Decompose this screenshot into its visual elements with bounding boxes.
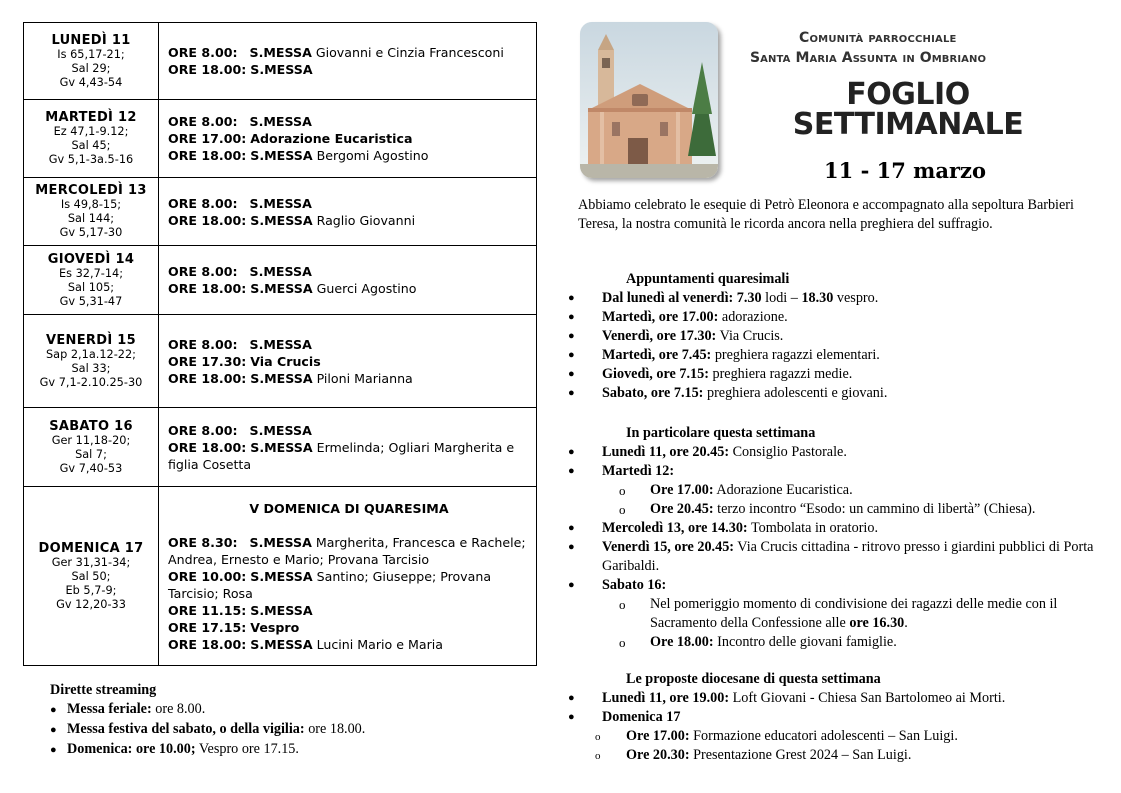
streaming-item [50, 720, 530, 740]
schedule-row [24, 315, 537, 408]
scripture-reference: Ez 47,1-9.12; [53, 125, 129, 138]
mass-time: ORE 17.30: [168, 353, 247, 369]
mass-time: ORE 8.00: [168, 422, 238, 438]
day-name: GIOVEDÌ 14 [47, 251, 135, 267]
mass-time: ORE 10.00: [168, 568, 247, 584]
bulletin-title-line-1: FOGLIO [846, 77, 970, 112]
bullet-icon: ● [568, 465, 575, 477]
sub-bullet-icon: o [595, 750, 601, 762]
funeral-notice: Abbiamo celebrato le esequie di Petrò Eleonora e accompagnato alla sepoltura Barbieri Teresa, la nostra comunità le ricorda ancora nella preghiera del suffragio. [578, 197, 1074, 232]
day-name: LUNEDÌ 11 [51, 32, 131, 48]
schedule-mass-cell [159, 487, 537, 666]
list-item-text: Giovedì, ore 7.15: preghiera ragazzi medie. [602, 366, 853, 382]
bullet-icon: ● [568, 387, 575, 399]
scripture-reference: Gv 7,40-53 [59, 461, 123, 475]
mass-line [168, 534, 530, 568]
this-week-section [566, 424, 1101, 652]
bullet-icon: ● [568, 330, 575, 342]
mass-label: S.MESSA [249, 264, 312, 279]
this-week-title: In particolare questa settimana [626, 425, 816, 441]
list-item-text: Domenica 17 [602, 709, 681, 725]
mass-line [168, 212, 530, 229]
church-photo [580, 22, 718, 178]
schedule-day-cell [24, 178, 159, 246]
list-item [566, 346, 1101, 365]
scripture-reference: Sal 33; [71, 361, 111, 375]
mass-intention: Margherita, Francesca e Rachele; Andrea, Ernesto e Mario; Provana Tarcisio [168, 534, 526, 567]
mass-intention: Raglio Giovanni [316, 212, 416, 228]
schedule-row [24, 246, 537, 315]
list-item [566, 708, 1101, 727]
streaming-item-label: Messa festiva del sabato, o della vigilia: [67, 721, 305, 737]
lent-appointments-title: Appuntamenti quaresimali [626, 271, 790, 287]
scripture-reference: Es 32,7-14; [58, 266, 124, 280]
scripture-reference: Is 49,8-15; [60, 198, 122, 211]
bullet-icon: ● [568, 541, 575, 553]
parish-line-2: Santa Maria Assunta in Ombriano [750, 50, 987, 66]
scripture-reference: Ger 31,31-34; [51, 555, 131, 569]
mass-label: S.MESSA [250, 212, 313, 228]
mass-time: ORE 11.15: [168, 602, 247, 618]
bullet-icon: ● [568, 368, 575, 380]
streaming-item-time: ore 8.00. [151, 701, 206, 717]
scripture-reference: Sal 144; [67, 212, 115, 225]
mass-time: ORE 8.00: [168, 336, 238, 352]
list-item-text: Lunedì 11, ore 19.00: Loft Giovani - Chiesa San Bartolomeo ai Morti. [602, 690, 1006, 706]
list-item [566, 462, 1101, 481]
mass-intention: Bergomi Agostino [316, 148, 429, 163]
sub-list-item [566, 595, 1101, 633]
mass-intention: Lucini Mario e Maria [316, 636, 443, 652]
church-image [580, 22, 718, 178]
mass-time: ORE 17.15: [168, 619, 247, 635]
schedule-day-cell [24, 23, 159, 100]
mass-time: ORE 18.00: [168, 62, 247, 77]
list-item-text: Martedì, ore 7.45: preghiera ragazzi elementari. [602, 347, 880, 363]
streaming-item-label: Messa feriale: [67, 701, 152, 717]
lent-appointments-section [566, 270, 1101, 403]
sub-list-item [566, 500, 1101, 519]
scripture-reference: Sal 45; [71, 139, 111, 152]
week-dates: 11 - 17 marzo [824, 158, 986, 183]
schedule-mass-cell [159, 23, 537, 100]
streaming-box [50, 681, 530, 760]
list-item [566, 576, 1101, 595]
bullet-icon: ● [50, 744, 57, 756]
mass-time: ORE 8.00: [168, 114, 238, 129]
scripture-reference: Sap 2,1a.12-22; [46, 347, 136, 361]
mass-label: Via Crucis [250, 353, 321, 369]
mass-label: S.MESSA [250, 568, 313, 584]
mass-label: S.MESSA [250, 370, 313, 386]
list-item [566, 289, 1101, 308]
bullet-icon: ● [568, 692, 575, 704]
list-item-text: Venerdì 15, ore 20.45: Via Crucis cittadina - ritrovo presso i giardini pubblici di Porta Garibaldi. [602, 539, 1094, 574]
schedule-day-cell [24, 246, 159, 315]
mass-label: S.MESSA [250, 602, 313, 618]
scripture-reference: Gv 4,43-54 [59, 75, 123, 89]
bullet-icon: ● [568, 311, 575, 323]
streaming-item-label: Domenica: ore 10.00; [67, 741, 196, 757]
mass-line [168, 636, 530, 653]
sub-list-item-text: Ore 20.30: Presentazione Grest 2024 – San Luigi. [626, 747, 912, 763]
day-name: SABATO 16 [49, 418, 133, 434]
diocesan-section [566, 670, 1101, 765]
mass-label: S.MESSA [249, 195, 312, 211]
schedule-row [24, 487, 537, 666]
schedule-row [24, 23, 537, 100]
streaming-title: Dirette streaming [50, 682, 157, 698]
mass-time: ORE 18.00: [168, 439, 247, 455]
scripture-reference: Gv 5,31-47 [59, 294, 123, 308]
mass-label: S.MESSA [250, 281, 313, 296]
schedule-mass-cell [159, 178, 537, 246]
sub-bullet-icon: o [619, 635, 626, 650]
scripture-reference: Gv 7,1-2.10.25-30 [39, 375, 143, 389]
mass-schedule-table [23, 22, 537, 666]
schedule-day-cell [24, 315, 159, 408]
list-item-text: Venerdì, ore 17.30: Via Crucis. [602, 328, 784, 344]
mass-intention: Guerci Agostino [316, 281, 417, 296]
bullet-icon: ● [568, 711, 575, 723]
sub-list-item [566, 633, 1101, 652]
list-item-text: Mercoledì 13, ore 14.30: Tombolata in oratorio. [602, 520, 879, 536]
mass-label: S.MESSA [249, 114, 312, 129]
bullet-icon: ● [50, 724, 57, 736]
mass-line [168, 195, 530, 212]
schedule-day-cell [24, 100, 159, 178]
mass-label: S.MESSA [249, 422, 312, 438]
schedule-day-cell [24, 487, 159, 666]
schedule-row [24, 100, 537, 178]
sub-bullet-icon: o [619, 483, 626, 498]
mass-time: ORE 18.00: [168, 370, 247, 386]
mass-line [168, 263, 530, 280]
schedule-mass-cell [159, 100, 537, 178]
list-item [566, 327, 1101, 346]
mass-label: S.MESSA [249, 534, 312, 550]
mass-time: ORE 17.00: [168, 131, 247, 146]
mass-line [168, 602, 530, 619]
mass-intention: Piloni Marianna [316, 370, 413, 386]
mass-line [168, 130, 530, 147]
schedule-day-cell [24, 408, 159, 487]
list-item [566, 538, 1101, 576]
day-name: VENERDÌ 15 [46, 332, 136, 348]
mass-label: Adorazione Eucaristica [250, 131, 413, 146]
mass-time: ORE 8.30: [168, 534, 238, 550]
list-item [566, 443, 1101, 462]
sub-bullet-icon: o [595, 731, 601, 743]
bullet-icon: ● [568, 522, 575, 534]
streaming-item-time: ore 18.00. [304, 721, 366, 737]
scripture-reference: Sal 105; [67, 280, 115, 294]
mass-label: S.MESSA [250, 62, 313, 77]
sub-bullet-icon: o [619, 597, 626, 612]
scripture-reference: Eb 5,7-9; [65, 583, 117, 597]
sub-list-item [566, 481, 1101, 500]
mass-label: S.MESSA [249, 45, 312, 60]
schedule-row [24, 178, 537, 246]
scripture-reference: Is 65,17-21; [57, 47, 125, 61]
list-item-text: Sabato 16: [602, 577, 667, 593]
schedule-row [24, 408, 537, 487]
mass-time: ORE 8.00: [168, 264, 238, 279]
mass-intention: Giovanni e Cinzia Francesconi [315, 45, 504, 60]
day-name: DOMENICA 17 [38, 540, 144, 556]
sub-list-item [566, 746, 1101, 765]
mass-time: ORE 18.00: [168, 636, 247, 652]
scripture-reference: Gv 5,1-3a.5-16 [48, 153, 134, 166]
sub-list-item-text: Ore 18.00: Incontro delle giovani famiglie. [650, 634, 897, 650]
list-item [566, 519, 1101, 538]
mass-label: Vespro [250, 619, 300, 635]
mass-time: ORE 18.00: [168, 281, 247, 296]
mass-time: ORE 8.00: [168, 195, 238, 211]
scripture-reference: Ger 11,18-20; [51, 433, 131, 447]
bulletin-title-line-2: SETTIMANALE [792, 107, 1024, 142]
mass-line [168, 619, 530, 636]
list-item [566, 689, 1101, 708]
scripture-reference: Sal 50; [71, 569, 111, 583]
sub-list-item-text: Nel pomeriggio momento di condivisione dei ragazzi delle medie con il Sacramento della Confessione alle ore 16.30. [650, 596, 1058, 631]
parish-line-1: Comunità parrocchiale [799, 30, 957, 46]
diocesan-title: Le proposte diocesane di questa settimana [626, 671, 881, 687]
sub-bullet-icon: o [619, 502, 626, 517]
mass-label: S.MESSA [250, 636, 313, 652]
streaming-item-time: Vespro ore 17.15. [195, 741, 299, 757]
schedule-mass-cell [159, 315, 537, 408]
scripture-reference: Gv 12,20-33 [56, 597, 126, 611]
mass-label: S.MESSA [250, 439, 313, 455]
scripture-reference: Sal 7; [75, 447, 107, 461]
mass-line [168, 439, 530, 473]
bullet-icon: ● [50, 704, 57, 716]
sub-list-item [566, 727, 1101, 746]
list-item-text: Martedì 12: [602, 463, 675, 479]
list-item-text: Sabato, ore 7.15: preghiera adolescenti e giovani. [602, 385, 888, 401]
parish-header [750, 28, 1090, 68]
mass-line [168, 61, 530, 78]
list-item [566, 365, 1101, 384]
bulletin-title [788, 77, 1028, 142]
day-name: MERCOLEDÌ 13 [35, 183, 147, 198]
mass-label: S.MESSA [250, 148, 313, 163]
mass-line [168, 568, 530, 602]
bullet-icon: ● [568, 579, 575, 591]
sub-list-item-text: Ore 17.00: Adorazione Eucaristica. [650, 482, 853, 498]
scripture-reference: Sal 29; [71, 61, 111, 75]
mass-line [168, 147, 530, 164]
mass-line [168, 422, 530, 439]
list-item [566, 308, 1101, 327]
schedule-mass-cell [159, 408, 537, 487]
sub-list-item-text: Ore 17.00: Formazione educatori adolescenti – San Luigi. [626, 728, 958, 744]
mass-line [168, 353, 530, 370]
mass-intention: Santino; Giuseppe; Provana Tarcisio; Rosa [168, 568, 492, 601]
mass-line [168, 280, 530, 297]
sunday-title: V DOMENICA DI QUARESIMA [249, 500, 449, 516]
streaming-item [50, 740, 530, 760]
mass-line [168, 370, 530, 387]
list-item [566, 384, 1101, 403]
mass-line [168, 44, 530, 61]
mass-line [168, 113, 530, 130]
mass-label: S.MESSA [249, 336, 312, 352]
bullet-icon: ● [568, 349, 575, 361]
schedule-mass-cell [159, 246, 537, 315]
scripture-reference: Gv 5,17-30 [59, 226, 123, 239]
mass-time: ORE 18.00: [168, 148, 247, 163]
bullet-icon: ● [568, 292, 575, 304]
day-name: MARTEDÌ 12 [45, 110, 137, 125]
list-item-text: Dal lunedì al venerdì: 7.30 lodi – 18.30 vespro. [602, 290, 879, 306]
mass-intention: Ermelinda; Ogliari Margherita e figlia Cosetta [168, 439, 515, 472]
list-item-text: Martedì, ore 17.00: adorazione. [602, 309, 788, 325]
mass-line [168, 336, 530, 353]
bullet-icon: ● [568, 446, 575, 458]
list-item-text: Lunedì 11, ore 20.45: Consiglio Pastorale. [602, 444, 847, 460]
streaming-item [50, 700, 530, 720]
mass-time: ORE 18.00: [168, 212, 247, 228]
sub-list-item-text: Ore 20.45: terzo incontro “Esodo: un cammino di libertà” (Chiesa). [650, 501, 1036, 517]
mass-time: ORE 8.00: [168, 45, 238, 60]
